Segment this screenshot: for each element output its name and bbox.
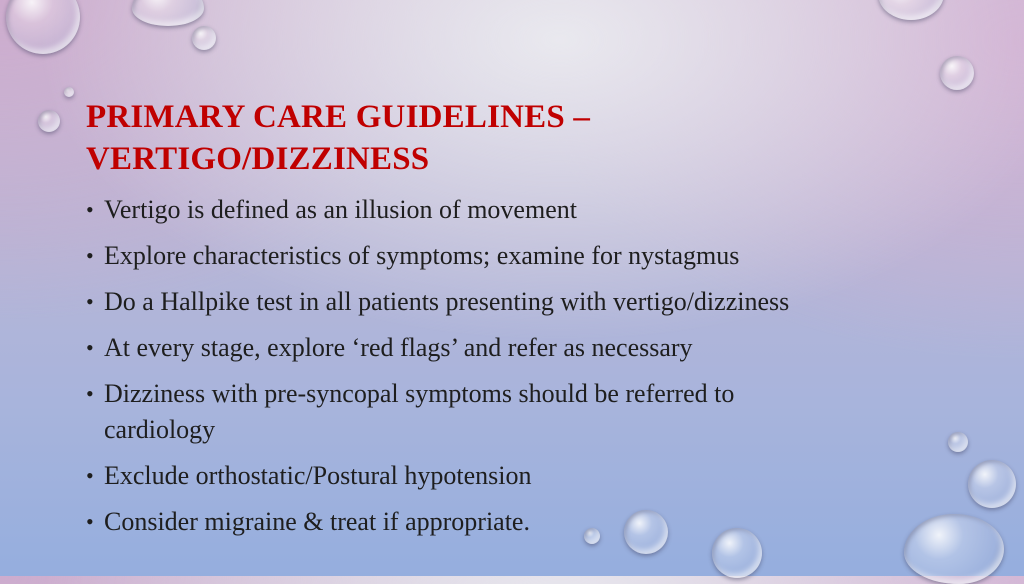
bullet-item: • Exclude orthostatic/Postural hypotension [86, 458, 956, 494]
slide-title-line-2: VERTIGO/DIZZINESS [86, 141, 430, 177]
bubble-decoration [940, 56, 974, 90]
slide-title [86, 96, 946, 180]
bullet-item: • Dizziness with pre-syncopal symptoms should be referred to cardiology [86, 376, 844, 448]
bubble-decoration [968, 460, 1016, 508]
bubble-decoration [192, 26, 216, 50]
bubble-decoration [64, 87, 74, 97]
bullet-item: • Consider migraine & treat if appropriate. [86, 504, 956, 540]
bubble-decoration [132, 0, 204, 26]
bullet-item: • At every stage, explore ‘red flags’ and refer as necessary [86, 330, 956, 366]
bullet-item: • Do a Hallpike test in all patients presenting with vertigo/dizziness [86, 284, 956, 320]
bubble-decoration [6, 0, 80, 54]
bullet-item: • Vertigo is defined as an illusion of movement [86, 192, 956, 228]
bubble-decoration [878, 0, 944, 20]
bubble-decoration [38, 110, 60, 132]
slide-title-line-1: PRIMARY CARE GUIDELINES – [86, 99, 591, 135]
bullet-item: • Explore characteristics of symptoms; examine for nystagmus [86, 238, 956, 274]
bullet-list [86, 192, 956, 550]
